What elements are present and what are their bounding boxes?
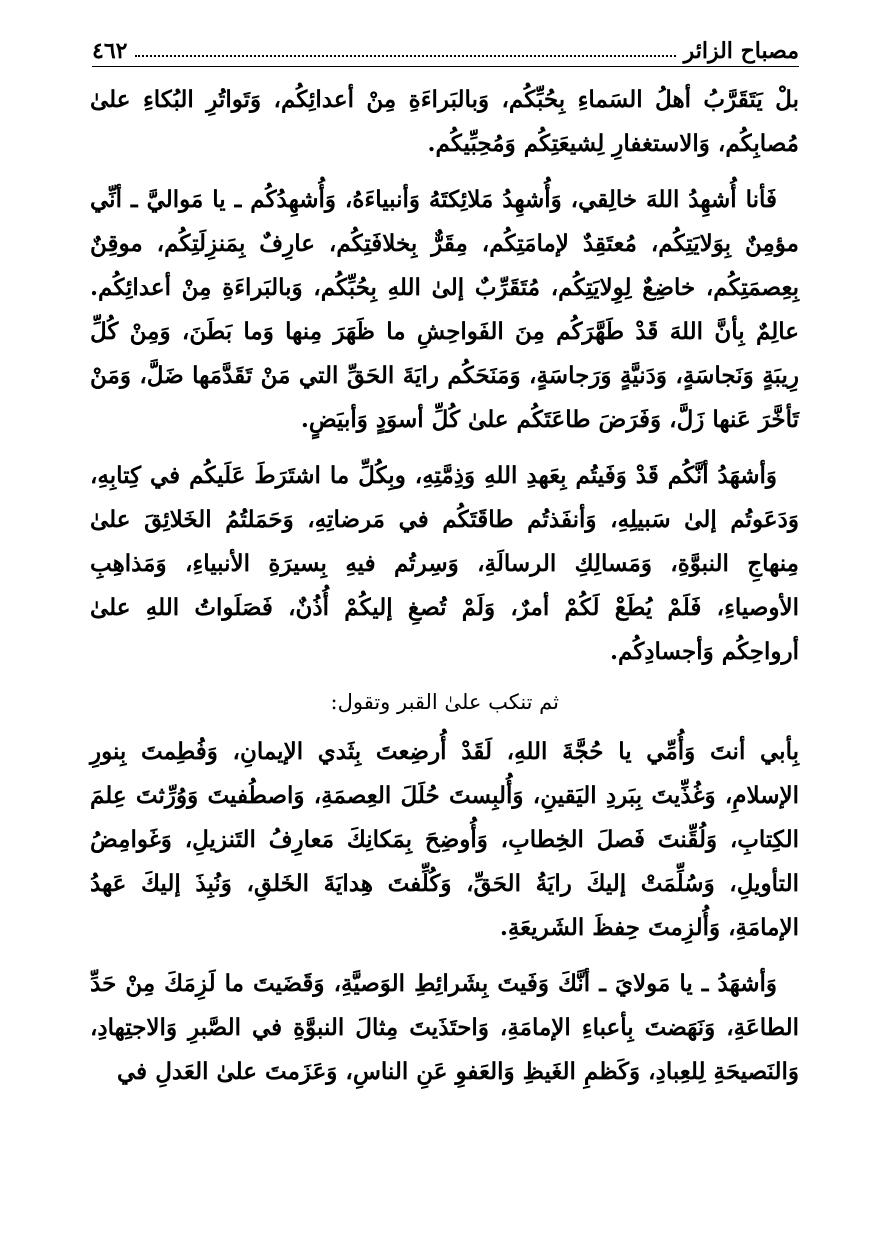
book-title: مصباح الزائر [683, 38, 799, 64]
paragraph-2: فَأنا أُشهِدُ اللهَ خالِقي، وَأُشهِدُ مَلائِكتَهُ وَأنبياءَهُ، وَأُشهِدُكُم ـ يا مَواليَّ ـ أنِّي مؤمِنٌ بِوَلايَتِكُم، مُعتَقِدٌ لإمامَتِكُم، مِقَرٌّ بِخلافَتِكُم، عارِفٌ بِمَنزِلَتِكُم، موقِنٌ بِعِصمَتِكُم، خاضِعٌ لِوِلايَتِكُم، مُتَقَرِّبٌ إلىٰ اللهِ بِحُبِّكُم، وَبالبَراءَةِ مِنْ أعدائِكُم. عالِمٌ بِأنَّ اللهَ قَدْ طَهَّرَكُم مِنَ الفَواحِشِ ما ظَهَرَ مِنها وَما بَطَنَ، وَمِنْ كُلِّ رِيبَةٍ وَنَجاسَةٍ، وَدَنيَّةٍ وَرَجاسَةٍ، وَمَنَحَكُم رايَةَ الحَقِّ التي مَنْ تَقَدَّمَها ضَلَّ، وَمَنْ تَأخَّرَ عَنها زَلَّ، وَفَرَضَ طاعَتَكُم علىٰ كُلِّ أسوَدٍ وَأبيَضٍ. [90, 186, 799, 433]
paragraph-1: بلْ يَتَقَرَّبُ أهلُ السَماءِ بِحُبِّكُم، وَبالبَراءَةِ مِنْ أعدائِكُم، وَتَواتُرِ البُكاءِ علىٰ مُصابِكُم، وَالاستغفارِ لِشيعَتِكُم وَمُحِبِّيكُم. [90, 86, 799, 157]
paragraph-5: وَأشهَدُ ـ يا مَولايَ ـ أنَّكَ وَفَيتَ بِشَرائِطِ الوَصيَّةِ، وَقَضَيتَ ما لَزِمَكَ مِنْ حَدِّ الطاعَةِ، وَنَهَضتَ بِأعباءِ الإمامَةِ، وَاحتَذَيتَ مِثالَ النبوَّةِ في الصَّبرِ وَالاجتِهادِ، وَالنَصيحَةِ لِلعِبادِ، وَكَظمِ الغَيظِ وَالعَفوِ عَنِ الناسِ، وَعَزَمتَ علىٰ العَدلِ في [90, 970, 799, 1085]
running-header [92, 34, 799, 67]
paragraph-3: وَأشهَدُ أنَّكُم قَدْ وَفَيتُم بِعَهدِ اللهِ وَذِمَّتِهِ، وبِكُلِّ ما اشتَرَطَ عَلَيكُم في كِتابِهِ، وَدَعَوتُم إلىٰ سَبيلِهِ، وَأنفَذتُم طاقَتَكُم في مَرضاتِهِ، وَحَمَلتُمُ الخَلائِقَ علىٰ مِنهاجِ النبوَّةِ، وَمَسالِكِ الرسالَةِ، وَسِرتُم فيهِ بِسيرَةِ الأنبياءِ، وَمَذاهِبِ الأوصياءِ، فَلَمْ يُطَعْ لَكُمْ أمرٌ، وَلَمْ تُصغِ إليكُمْ أُذُنٌ، فَصَلَواتُ اللهِ علىٰ أرواحِكُم وَأجسادِكُم. [90, 462, 799, 665]
page-body [90, 78, 799, 1106]
page-number: ٤٦٢ [92, 38, 128, 64]
instruction-line: ثم تنكب علىٰ القبر وتقول: [330, 690, 559, 714]
header-dot-leader [135, 55, 675, 57]
paragraph-4: بِأبي أنتَ وَأُمِّي يا حُجَّةَ اللهِ، لَقَدْ أُرضِعتَ بِثَدي الإيمانِ، وَفُطِمتَ بِنورِ الإسلامِ، وَغُذِّيتَ بِبَردِ اليَقينِ، وَأُلبِستَ حُلَلَ العِصمَةِ، وَاصطُفيتَ وَوُرِّثتَ عِلمَ الكِتابِ، وَلُقِّنتَ فَصلَ الخِطابِ، وَأُوضِحَ بِمَكانِكَ مَعارِفُ التَنزيلِ، وَغَوامِضُ التأويلِ، وَسُلِّمَتْ إليكَ رايَةُ الحَقِّ، وَكُلِّفتَ هِدايَةَ الخَلقِ، وَنُبِذَ إليكَ عَهدُ الإمامَةِ، وَأُلزِمتَ حِفظَ الشَريعَةِ. [90, 738, 799, 941]
